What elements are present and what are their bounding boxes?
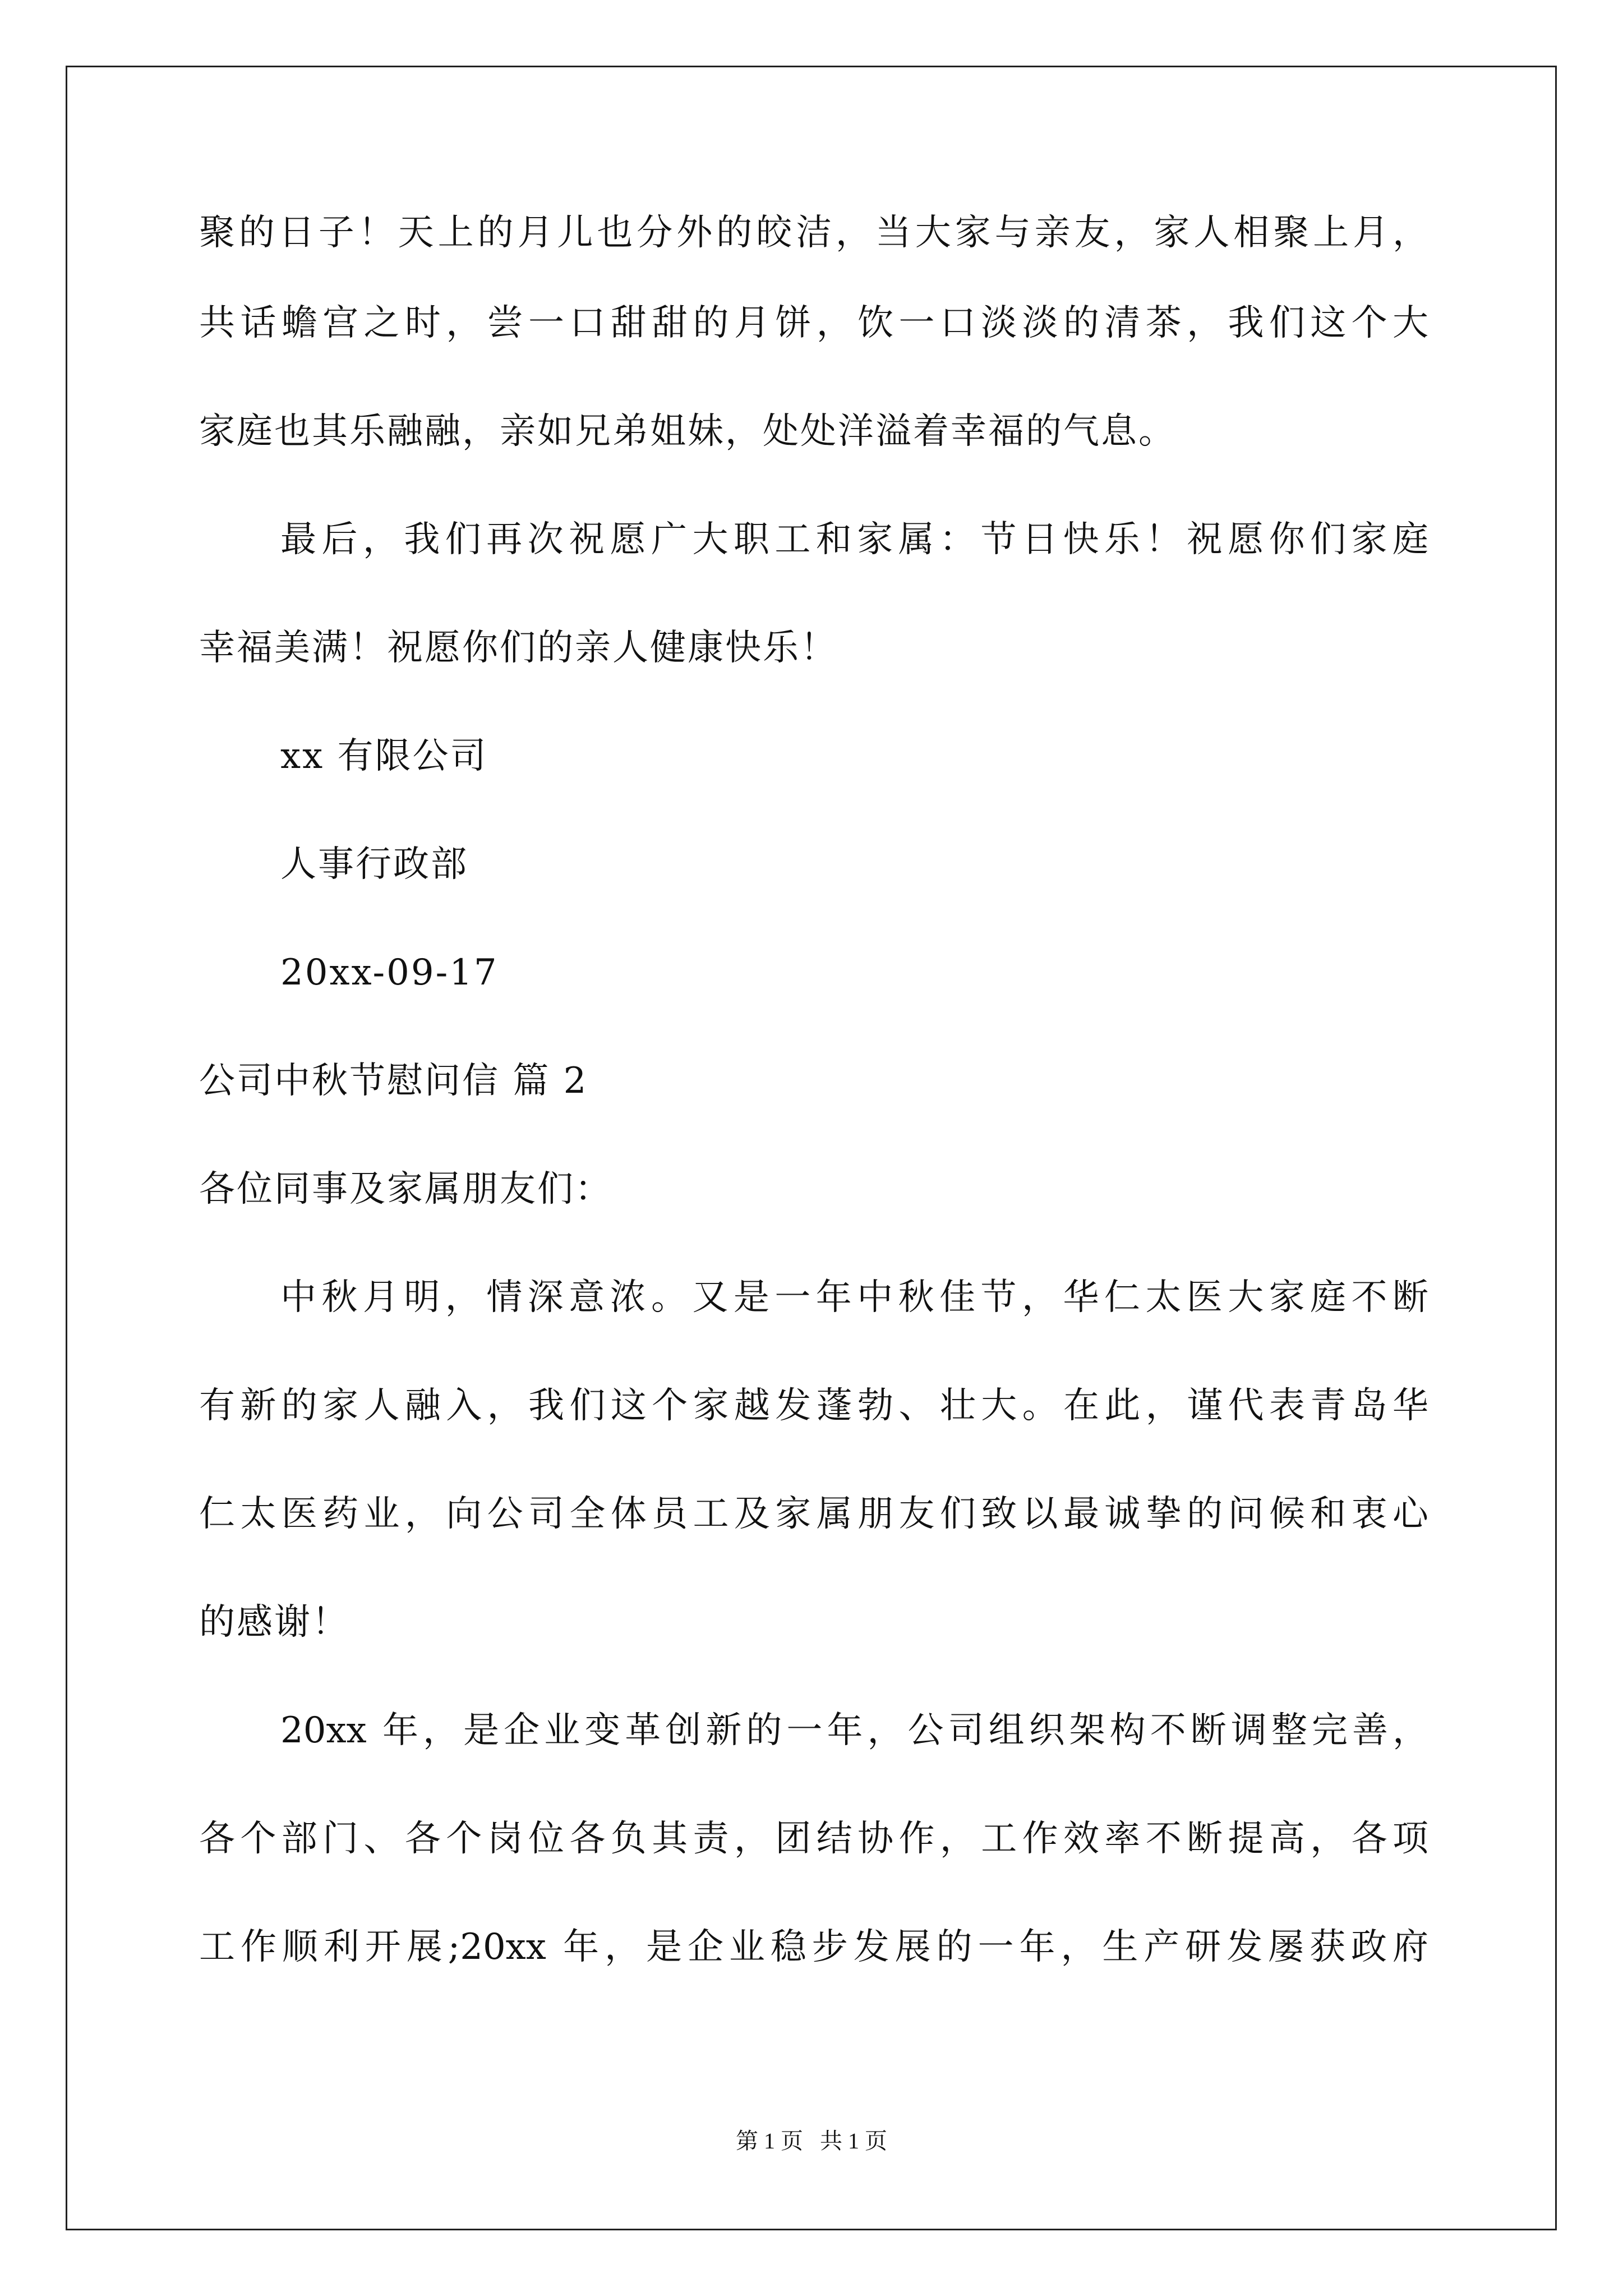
body-text-line: 幸福美满！祝愿你们的亲人健康快乐！: [199, 627, 838, 669]
body-text-line: 中秋月明，情深意浓。又是一年中秋佳节，华仁太医大家庭不断: [280, 1277, 1428, 1318]
page-border: [66, 66, 1557, 2230]
body-text-line: 家庭也其乐融融，亲如兄弟姐妹，处处洋溢着幸福的气息。: [199, 411, 1176, 452]
page-footer: 第 1 页 共 1 页: [736, 2128, 887, 2154]
signature-company: xx 有限公司: [280, 735, 488, 777]
body-text-line: 仁太医药业，向公司全体员工及家属朋友们致以最诚挚的问候和衷心: [199, 1493, 1428, 1535]
body-text-line: 最后，我们再次祝愿广大职工和家属：节日快乐！祝愿你们家庭: [280, 519, 1428, 560]
body-text-line: 工作顺利开展;20xx 年，是企业稳步发展的一年，生产研发屡获政府: [199, 1926, 1428, 1968]
body-text-line: 共话蟾宫之时，尝一口甜甜的月饼，饮一口淡淡的清茶，我们这个大: [199, 302, 1428, 344]
body-text-line: 的感谢！: [199, 1602, 349, 1643]
section-heading: 公司中秋节慰问信 篇 2: [199, 1060, 588, 1102]
signature-department: 人事行政部: [280, 844, 468, 885]
body-text-line: 20xx 年，是企业变革创新的一年，公司组织架构不断调整完善，: [280, 1710, 1428, 1751]
signature-date: 20xx-09-17: [280, 952, 499, 993]
salutation: 各位同事及家属朋友们：: [199, 1168, 612, 1210]
body-text-line: 有新的家人融入，我们这个家越发蓬勃、壮大。在此，谨代表青岛华: [199, 1385, 1428, 1427]
body-text-line: 聚的日子！天上的月儿也分外的皎洁，当大家与亲友，家人相聚上月，: [199, 212, 1428, 254]
body-text-line: 各个部门、各个岗位各负其责，团结协作，工作效率不断提高，各项: [199, 1818, 1428, 1860]
